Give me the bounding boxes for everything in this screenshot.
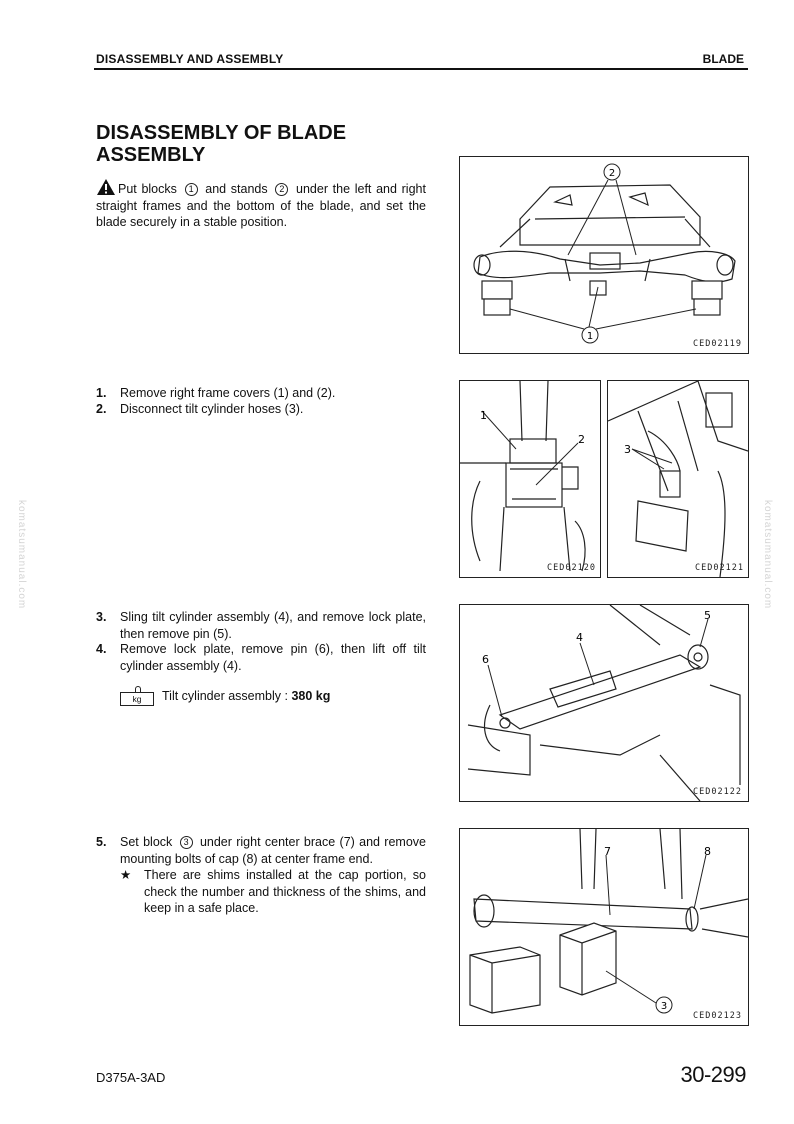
step-text: Disconnect tilt cylinder hoses (3).: [120, 402, 304, 416]
page-title-line2: ASSEMBLY: [96, 144, 206, 166]
block-mark-1: 1: [185, 183, 198, 196]
footer-page-number: 30-299: [680, 1062, 746, 1087]
step-number: 5.: [96, 835, 107, 849]
page-title: [96, 122, 426, 166]
header-topic: BLADE: [702, 52, 744, 66]
page-title-line1: DISASSEMBLY OF BLADE: [96, 122, 347, 144]
tilt-cylinder-illustration: [460, 605, 748, 801]
callout-5: 5: [704, 609, 711, 622]
step-5: [96, 834, 426, 917]
step-text: Remove lock plate, remove pin (6), then lift off tilt cylinder assembly (4).: [120, 642, 426, 673]
callout-1: 1: [480, 409, 487, 422]
watermark-left: komatsumanual.com: [16, 500, 27, 610]
callout-6: 6: [482, 653, 489, 666]
step-text: Sling tilt cylinder assembly (4), and remove lock plate, then remove pin (5).: [120, 610, 426, 641]
step-5-text-a: Set block: [120, 835, 173, 849]
callout-8: 8: [704, 845, 711, 858]
step-number: 2.: [96, 402, 107, 416]
cylinder-hoses-illustration: [608, 381, 748, 577]
watermark-right: komatsumanual.com: [762, 500, 773, 610]
note: [120, 867, 426, 917]
step-text: Remove right frame covers (1) and (2).: [120, 386, 336, 400]
figure-tilt-cylinder: [459, 604, 749, 802]
weight-label: Tilt cylinder assembly :: [162, 689, 288, 703]
weight-value: 380 kg: [291, 689, 331, 703]
center-brace-illustration: [460, 829, 748, 1025]
figure-center-brace: [459, 828, 749, 1026]
step-2: [96, 401, 426, 418]
weight-line: [120, 689, 330, 706]
block-mark-3: 3: [180, 836, 193, 849]
figure-frame-covers: [459, 380, 601, 578]
note-text: There are shims installed at the cap portion, so check the number and thickness of the shims, and keep in a safe place.: [144, 868, 426, 915]
figure-cylinder-hoses: [607, 380, 749, 578]
header-rule: [94, 68, 748, 70]
warning-text-b: and stands: [205, 182, 268, 196]
figure-blade-supports: [459, 156, 749, 354]
step-number: 3.: [96, 610, 107, 624]
figure-code: CED02121: [695, 563, 744, 573]
step-1: [96, 385, 426, 402]
warning-text-c: under the left and right straight frames and the bottom of the blade, and set the blade securely in a stable position.: [96, 182, 426, 229]
step-4: [96, 641, 426, 674]
callout-2: 2: [578, 433, 585, 446]
callout-1: 1: [586, 331, 594, 342]
step-number: 4.: [96, 642, 107, 656]
callout-7: 7: [604, 845, 611, 858]
figure-code: CED02122: [693, 787, 742, 797]
figure-code: CED02119: [693, 339, 742, 349]
step-number: 1.: [96, 386, 107, 400]
step-5-text-b: under right center brace (7) and remove mounting bolts of cap (8) at center frame end.: [120, 835, 426, 866]
kg-weight-icon: kg: [120, 692, 154, 706]
header-section-title: DISASSEMBLY AND ASSEMBLY: [96, 52, 284, 66]
warning-triangle-icon: [96, 178, 116, 196]
figure-code: CED02120: [547, 563, 596, 573]
warning-text-a: Put blocks: [118, 182, 177, 196]
footer-model: D375A-3AD: [96, 1070, 166, 1085]
warning-paragraph: [96, 178, 426, 231]
figure-code: CED02123: [693, 1011, 742, 1021]
star-icon: ★: [120, 868, 132, 882]
callout-4: 4: [576, 631, 583, 644]
callout-3: 3: [660, 1001, 668, 1012]
step-text: [120, 834, 426, 917]
frame-covers-illustration: [460, 381, 600, 577]
step-3: [96, 609, 426, 642]
blade-support-illustration: [460, 157, 748, 353]
callout-2: 2: [608, 168, 616, 179]
callout-3: 3: [624, 443, 631, 456]
stand-mark-2: 2: [275, 183, 288, 196]
